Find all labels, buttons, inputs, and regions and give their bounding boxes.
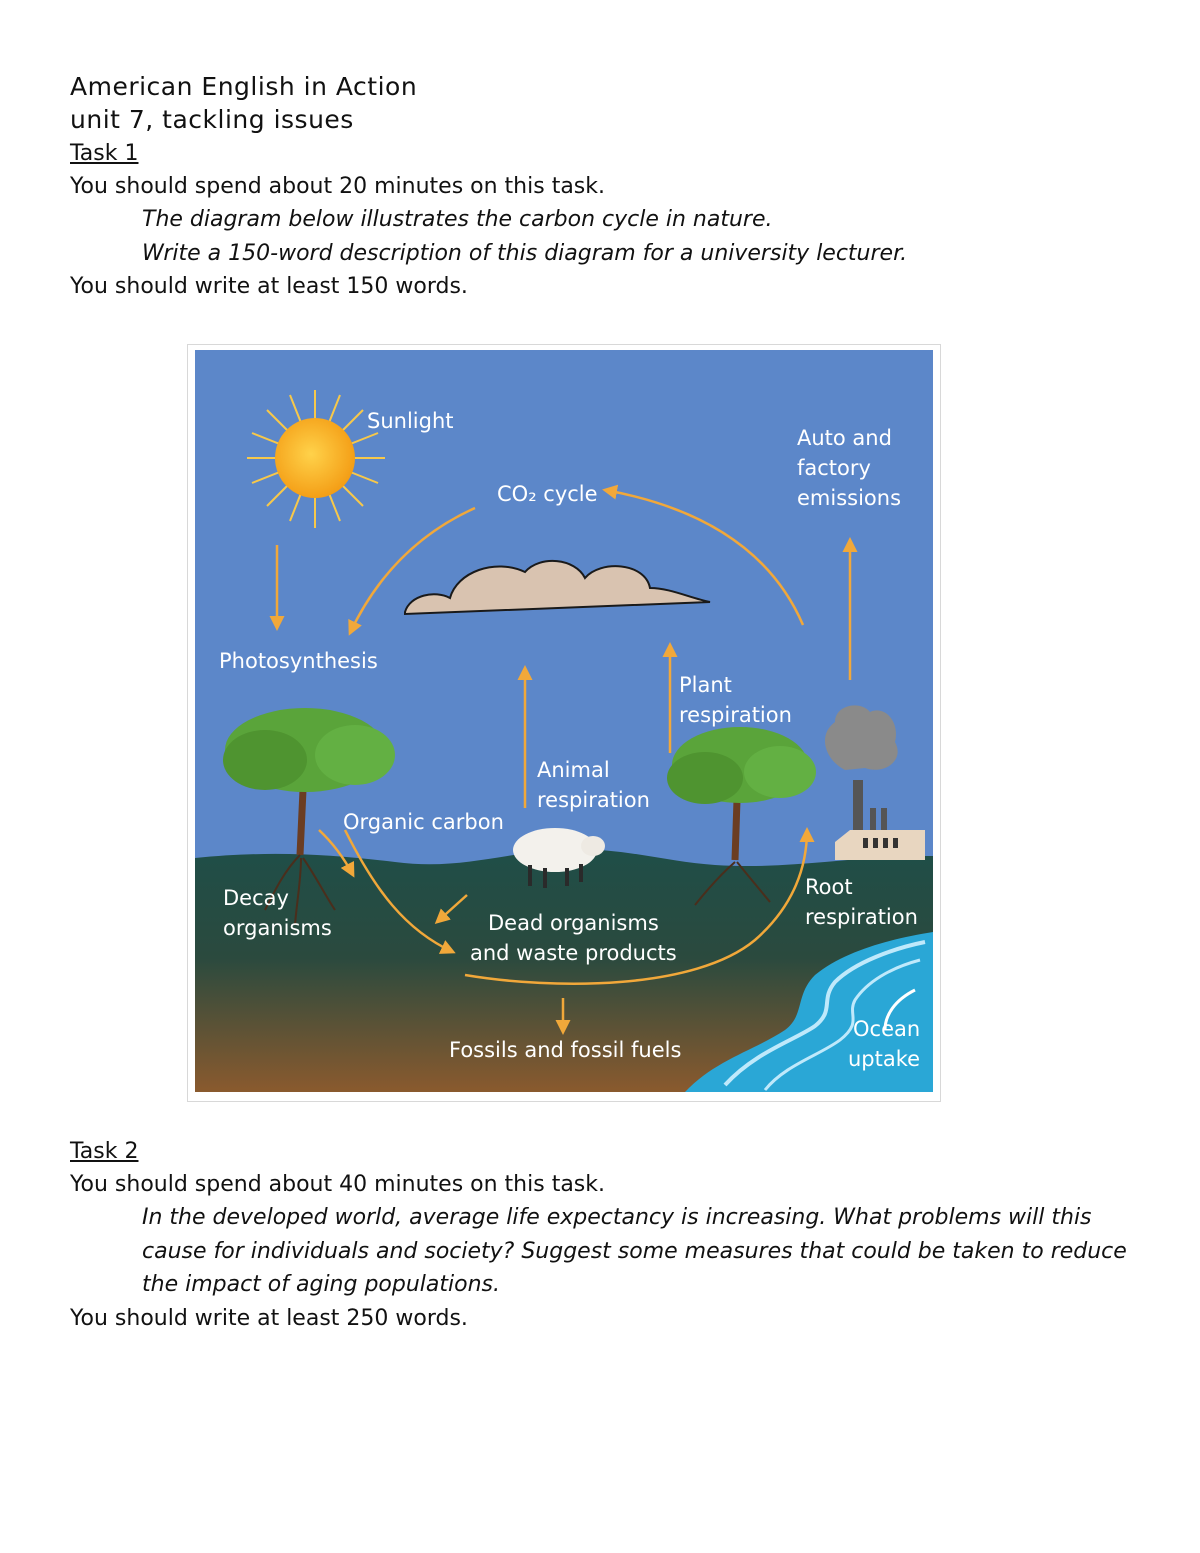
document-title: American English in Action	[70, 72, 418, 101]
label-root-1: Root	[805, 875, 853, 899]
label-animal-resp-2: respiration	[537, 788, 650, 812]
label-dead-1: Dead organisms	[488, 911, 659, 935]
task2-time: You should spend about 40 minutes on this task.	[70, 1172, 605, 1197]
carbon-cycle-svg	[195, 350, 933, 1092]
task1-prompt-2: Write a 150-word description of this diagram for a university lecturer.	[142, 241, 908, 266]
document-subtitle: unit 7, tackling issues	[70, 105, 354, 134]
task2-requirement: You should write at least 250 words.	[70, 1306, 468, 1331]
label-ocean-2: uptake	[848, 1047, 921, 1071]
task2-prompt-2: cause for individuals and society? Suggest some measures that could be taken to reduce	[142, 1239, 1127, 1264]
label-auto-2: factory	[797, 456, 871, 480]
label-plant-resp-1: Plant	[679, 673, 732, 697]
label-organic-carbon: Organic carbon	[343, 810, 504, 834]
label-animal-resp-1: Animal	[537, 758, 610, 782]
task1-heading: Task 1	[70, 141, 139, 166]
label-ocean-1: Ocean	[853, 1017, 921, 1041]
task1-prompt-1: The diagram below illustrates the carbon cycle in nature.	[142, 207, 773, 232]
task1-requirement: You should write at least 150 words.	[70, 274, 468, 299]
label-auto-1: Auto and	[797, 426, 892, 450]
task2-prompt-3: the impact of aging populations.	[142, 1272, 500, 1297]
label-co2-cycle: CO₂ cycle	[497, 482, 598, 506]
carbon-cycle-diagram	[187, 344, 941, 1102]
label-plant-resp-2: respiration	[679, 703, 792, 727]
label-sunlight: Sunlight	[367, 409, 454, 433]
task2-heading: Task 2	[70, 1139, 139, 1164]
task2-prompt-1: In the developed world, average life expectancy is increasing. What problems will this	[142, 1205, 1092, 1230]
label-root-2: respiration	[805, 905, 918, 929]
label-photosynthesis: Photosynthesis	[219, 649, 378, 673]
label-auto-3: emissions	[797, 486, 902, 510]
task1-time: You should spend about 20 minutes on this task.	[70, 174, 605, 199]
label-decay-1: Decay	[223, 886, 289, 910]
label-dead-2: and waste products	[470, 941, 677, 965]
label-decay-2: organisms	[223, 916, 332, 940]
label-fossils: Fossils and fossil fuels	[449, 1038, 682, 1062]
